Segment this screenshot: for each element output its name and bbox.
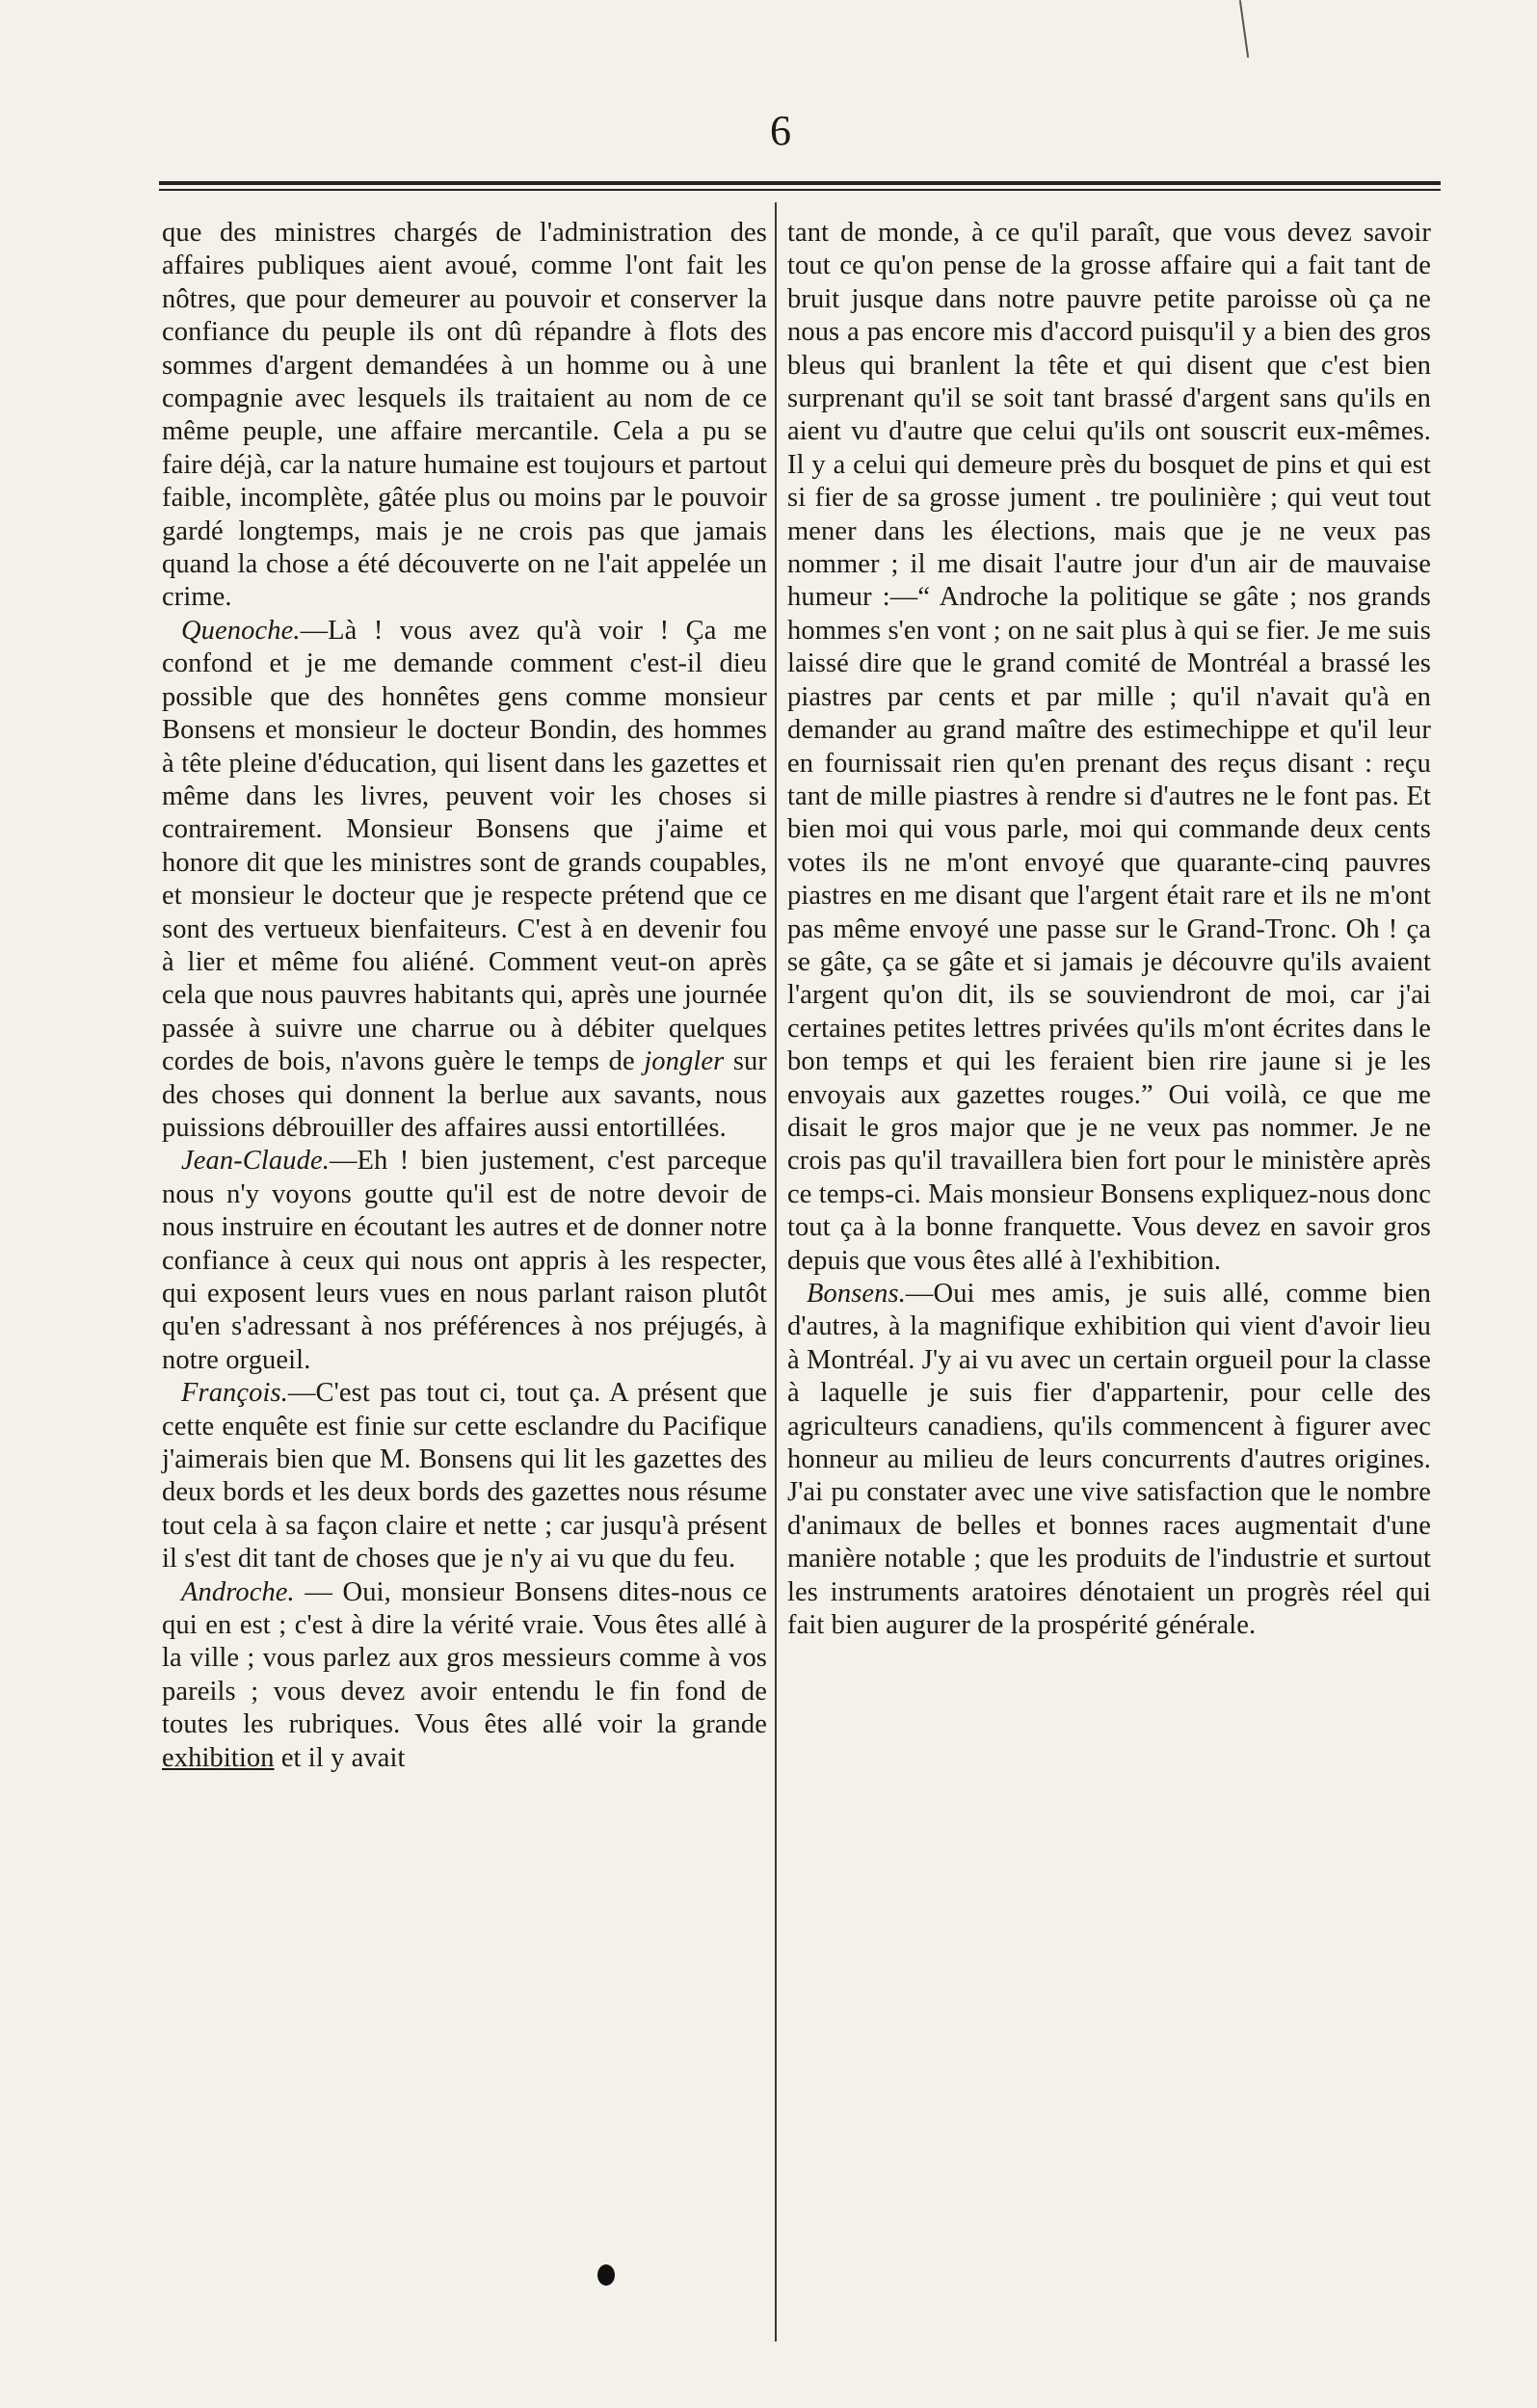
paragraph-text: sur des choses qui donnent la berlue aux savants, nous puissions débrouiller des affaires aussi entortillées. bbox=[162, 1046, 767, 1143]
paragraph bbox=[162, 1576, 767, 1775]
paragraph bbox=[162, 1377, 767, 1575]
left-column bbox=[162, 217, 767, 1775]
paragraph-text: —Eh ! bien justement, c'est parceque nous n'y voyons goutte qu'il est de notre devoir de nous instruire en écoutant les autres et de donner notre confiance à ceux qui nous ont appris à les respecter, qui exposent leurs vues en nous parlant raison plutôt qu'en s'adressant à nos préférences à nos préjugés, à notre orgueil. bbox=[162, 1146, 767, 1375]
paragraph-text: et il y avait bbox=[280, 1742, 406, 1773]
speaker-name: François. bbox=[181, 1378, 288, 1409]
paragraph bbox=[787, 1278, 1431, 1642]
paragraph-text: — Oui, monsieur Bonsens dites-nous ce qui en est ; c'est à dire la vérité vraie. Vous êtes allé à la ville ; vous parlez aux gros messieurs comme à vos pareils ; vous devez avoir entendu le fin fond de toutes les rubriques. Vous êtes allé voir la grande bbox=[162, 1576, 767, 1740]
header-rule-thin bbox=[159, 189, 1441, 191]
italic-word: jongler bbox=[644, 1046, 725, 1077]
speaker-name: Quenoche. bbox=[181, 615, 301, 646]
column-divider bbox=[775, 202, 777, 2342]
speaker-name: Bonsens. bbox=[807, 1279, 906, 1309]
paragraph bbox=[162, 615, 767, 1146]
paragraph-text: tant de monde, à ce qu'il paraît, que vous devez savoir tout ce qu'on pense de la grosse affaire qui a fait tant de bruit jusque dans notre pauvre petite paroisse où ça ne nous a pas encore mis d'accord puisqu'il y a bien des gros bleus qui branlent la tête et qui disent que c'est bien surprenant qu'il se soit tant brassé d'argent sans qu'ils en aient vu d'autre que celui qu'ils ont souscrit eux-mêmes. Il y a celui qui demeure près du bosquet de pins et qui est si fier de sa grosse jument . tre poulinière ; qui veut tout mener dans les élections, mais que je ne veux pas nommer ; il me disait l'autre jour d'un air de mauvaise humeur :—“ Androche la politique se gâte ; nos grands hommes s'en vont ; on ne sait plus à qui se fier. Je me suis laissé dire que le grand comité de Montréal a brassé les piastres par cents et par mille ; qu'il n'avait qu'à en demander au grand maître des estimechippe et qu'il leur en fournissait rien qu'en prenant des reçus disant : reçu tant de mille piastres à rendre si d'autres ne le font pas. Et bien moi qui vous parle, moi qui commande deux cents votes ils ne m'ont envoyé que quarante-cinq pauvres piastres en me disant que l'argent était rare et ils ne m'ont pas même envoyé une passe sur le Grand-Tronc. Oh ! ça se gâte, ça se gâte et si jamais je découvre qu'ils avaient l'argent qu'on dit, ils se souviendront de moi, car j'ai certaines petites lettres privées qu'ils m'ont écrites dans le bon temps et qui les feraient bien rire jaune si je les envoyais aux gazettes rouges.” Oui voilà, ce que me disait le gros major que je ne veux pas nommer. Je ne crois pas qu'il travaillera bien fort pour le ministère après ce temps-ci. Mais monsieur Bonsens expliquez-nous donc tout ça à la bonne franquette. Vous devez en savoir gros depuis que vous êtes allé à l'exhibition. bbox=[787, 218, 1431, 1276]
header-rule bbox=[159, 181, 1441, 185]
paragraph-text: —C'est pas tout ci, tout ça. A présent que cette enquête est finie sur cette esclandre du Pacifique j'aimerais bien que M. Bonsens qui lit les gazettes des deux bords et les deux bords des gazettes nous résume tout cela à sa façon claire et nette ; car jusqu'à présent il s'est dit tant de choses que je n'y ai vu que du feu. bbox=[162, 1378, 767, 1574]
underlined-word: exhibition bbox=[162, 1742, 275, 1773]
paragraph-text: —Là ! vous avez qu'à voir ! Ça me confond et je me demande comment c'est-il dieu possible que des honnêtes gens comme monsieur Bonsens et monsieur le docteur Bondin, des hommes à tête pleine d'éducation, qui lisent dans les gazettes et même dans les livres, peuvent voir les choses si contrairement. Monsieur Bonsens que j'aime et honore dit que les ministres sont de grands coupables, et monsieur le docteur que je respecte prétend que ce sont des vertueux bienfaiteurs. C'est à en devenir fou à lier et même fou aliéné. Comment veut-on après cela que nous pauvres habitants qui, après une journée passée à suivre une charrue ou à débiter quelques cordes de bois, n'avons guère le temps de bbox=[162, 615, 767, 1077]
paragraph bbox=[162, 217, 767, 615]
paragraph-text: que des ministres chargés de l'administration des affaires publiques aient avoué, comme l'ont fait les nôtres, que pour demeurer au pouvoir et conserver la confiance du peuple ils ont dû répandre à flots des sommes d'argent demandées à un homme ou à une compagnie avec lesquels ils traitaient au nom de ce même peuple, une affaire mercantile. Cela a pu se faire déjà, car la nature humaine est toujours et partout faible, incomplète, gâtée plus ou moins par le pouvoir gardé longtemps, mais je ne crois pas que jamais quand la chose a été découverte on ne l'ait appelée un crime. bbox=[162, 218, 767, 613]
speaker-name: Androche. bbox=[181, 1576, 295, 1607]
paragraph-text: —Oui mes amis, je suis allé, comme bien d'autres, à la magnifique exhibition qui vient d'avoir lieu à Montréal. J'y ai vu avec un certain orgueil pour la classe à laquelle je suis fier d'appartenir, pour celle des agriculteurs canadiens, qu'ils commencent à figurer avec honneur au milieu de leurs concurrents d'autres origines. J'ai pu constater avec une vive satisfaction que le nombre d'animaux de belles et bonnes races augmentait d'une manière notable ; que les produits de l'industrie et surtout les instruments aratoires dénotaient un progrès réel qui fait bien augurer de la prospérité générale. bbox=[787, 1279, 1431, 1641]
paragraph bbox=[162, 1145, 767, 1377]
margin-mark bbox=[1239, 0, 1249, 58]
page-number: 6 bbox=[770, 107, 791, 154]
speaker-name: Jean-Claude. bbox=[181, 1146, 330, 1177]
paragraph bbox=[787, 217, 1431, 1278]
right-column bbox=[787, 217, 1431, 1642]
ink-blot bbox=[597, 2264, 615, 2286]
